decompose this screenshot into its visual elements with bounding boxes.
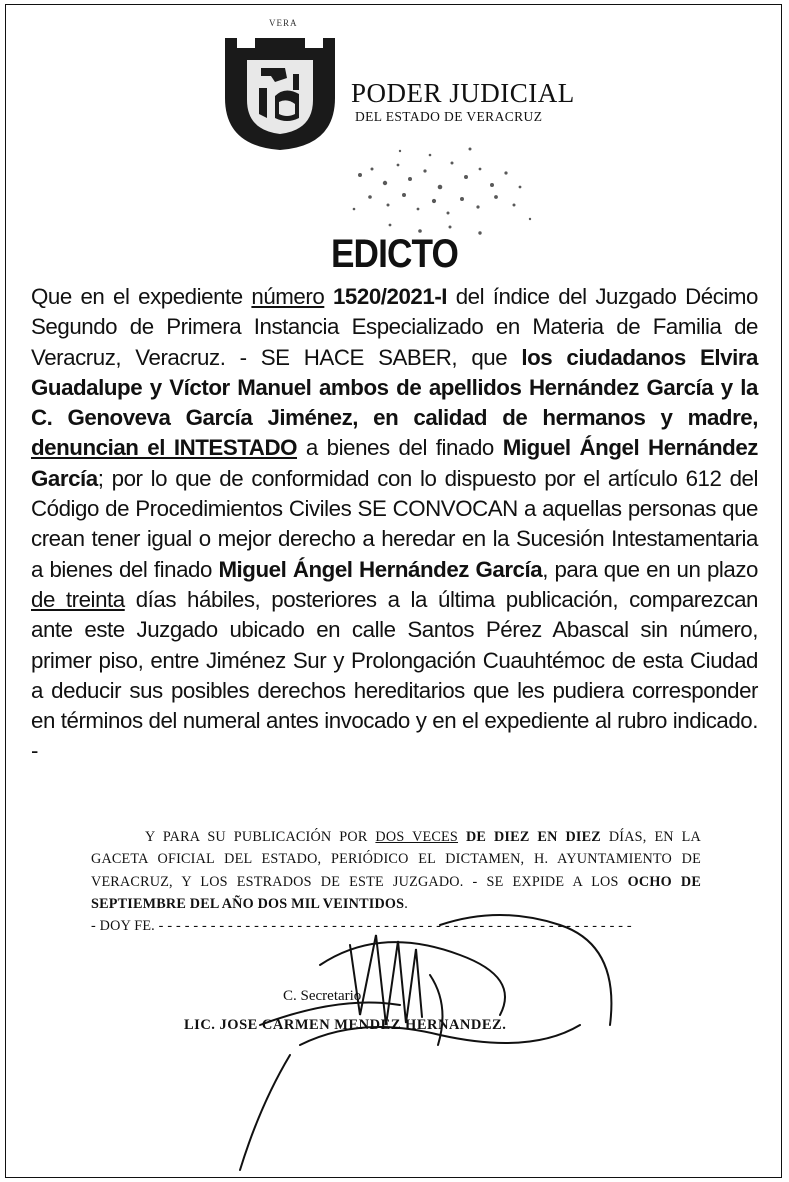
- body-text-bold: los ciudadanos Elvira Guadalupe y Víctor Manuel ambos de apellidos Hernández García y la C. Genoveva García Jiménez, en calidad de hermanos y madre,: [31, 344, 758, 431]
- body-text: ; por lo que de conformidad con lo dispuesto por el artículo 612 del Código de Procedimientos Civiles SE CONVOCAN a aquellas personas que crean tener igual o mejor derecho a heredar en la Sucesión Intestamentaria a bienes del finado: [31, 465, 758, 582]
- closing-text: Y PARA SU PUBLICACIÓN POR: [145, 829, 376, 845]
- org-subtitle: DEL ESTADO DE VERACRUZ: [355, 109, 543, 124]
- body-text-underlined: de treinta: [31, 586, 125, 612]
- handwritten-signature: [200, 905, 620, 1175]
- poder-judicial-logo: [215, 18, 345, 158]
- closing-text-underlined: DOS VECES: [375, 829, 459, 845]
- closing-dashes: - DOY FE. - - - - - - - - - - - - - - - - - - - - - - - - - - - - - - - - - - - - - - - - - - - - - - - - - - - - - - -: [91, 918, 632, 935]
- closing-text-bold: DE DIEZ EN DIEZ: [465, 829, 601, 845]
- closing-text: [458, 829, 466, 845]
- body-text: del índice del Juzgado Décimo Segundo de Primera Instancia Especializado en Materia de Familia de Veracruz, Veracruz. - SE HACE SABER, que: [31, 284, 759, 370]
- closing-text: DÍAS, EN LA GACETA OFICIAL DEL ESTADO, PERIÓDICO EL DICTAMEN, H. AYUNTAMIENTO DE VERACRUZ, Y LOS ESTRADOS DE ESTE JUZGADO. - SE EXPIDE A LOS: [91, 829, 701, 890]
- body-text: número: [251, 284, 325, 309]
- body-text-bold-underlined: denuncian el INTESTADO: [31, 435, 297, 461]
- edict-body: [31, 282, 758, 767]
- body-text: Que en el expediente: [31, 284, 252, 309]
- case-number: 1520/2021-I: [332, 284, 448, 309]
- secretary-label: C. Secretario: [283, 988, 362, 1004]
- closing-date: OCHO DE SEPTIEMBRE DEL AÑO DOS MIL VEINTIDOS: [91, 873, 701, 912]
- body-text: [324, 284, 333, 309]
- secretary-name: LIC. JOSE CARMEN MENDEZ HERNANDEZ.: [184, 1017, 507, 1033]
- body-text: , para que en un plazo: [542, 556, 759, 582]
- deceased-name: Miguel Ángel Hernández García: [31, 435, 758, 491]
- logo-text: VERA: [269, 18, 298, 28]
- body-text: días hábiles, posteriores a la última publicación, comparezcan ante este Juzgado ubicado en calle Santos Pérez Abascal sin número, primer piso, entre Jiménez Sur y Prolongación Cuauhtémoc de esta Ciudad a deducir sus posibles derechos hereditarios que les pudiera corresponder en términos del numeral antes invocado y en el expediente al rubro indicado. -: [31, 586, 758, 764]
- document-title: EDICTO: [330, 232, 459, 276]
- org-name: PODER JUDICIAL: [351, 78, 575, 108]
- deceased-name: Miguel Ángel Hernández García: [218, 556, 543, 582]
- body-text: a bienes del finado: [297, 435, 503, 461]
- closing-text: .: [404, 895, 408, 912]
